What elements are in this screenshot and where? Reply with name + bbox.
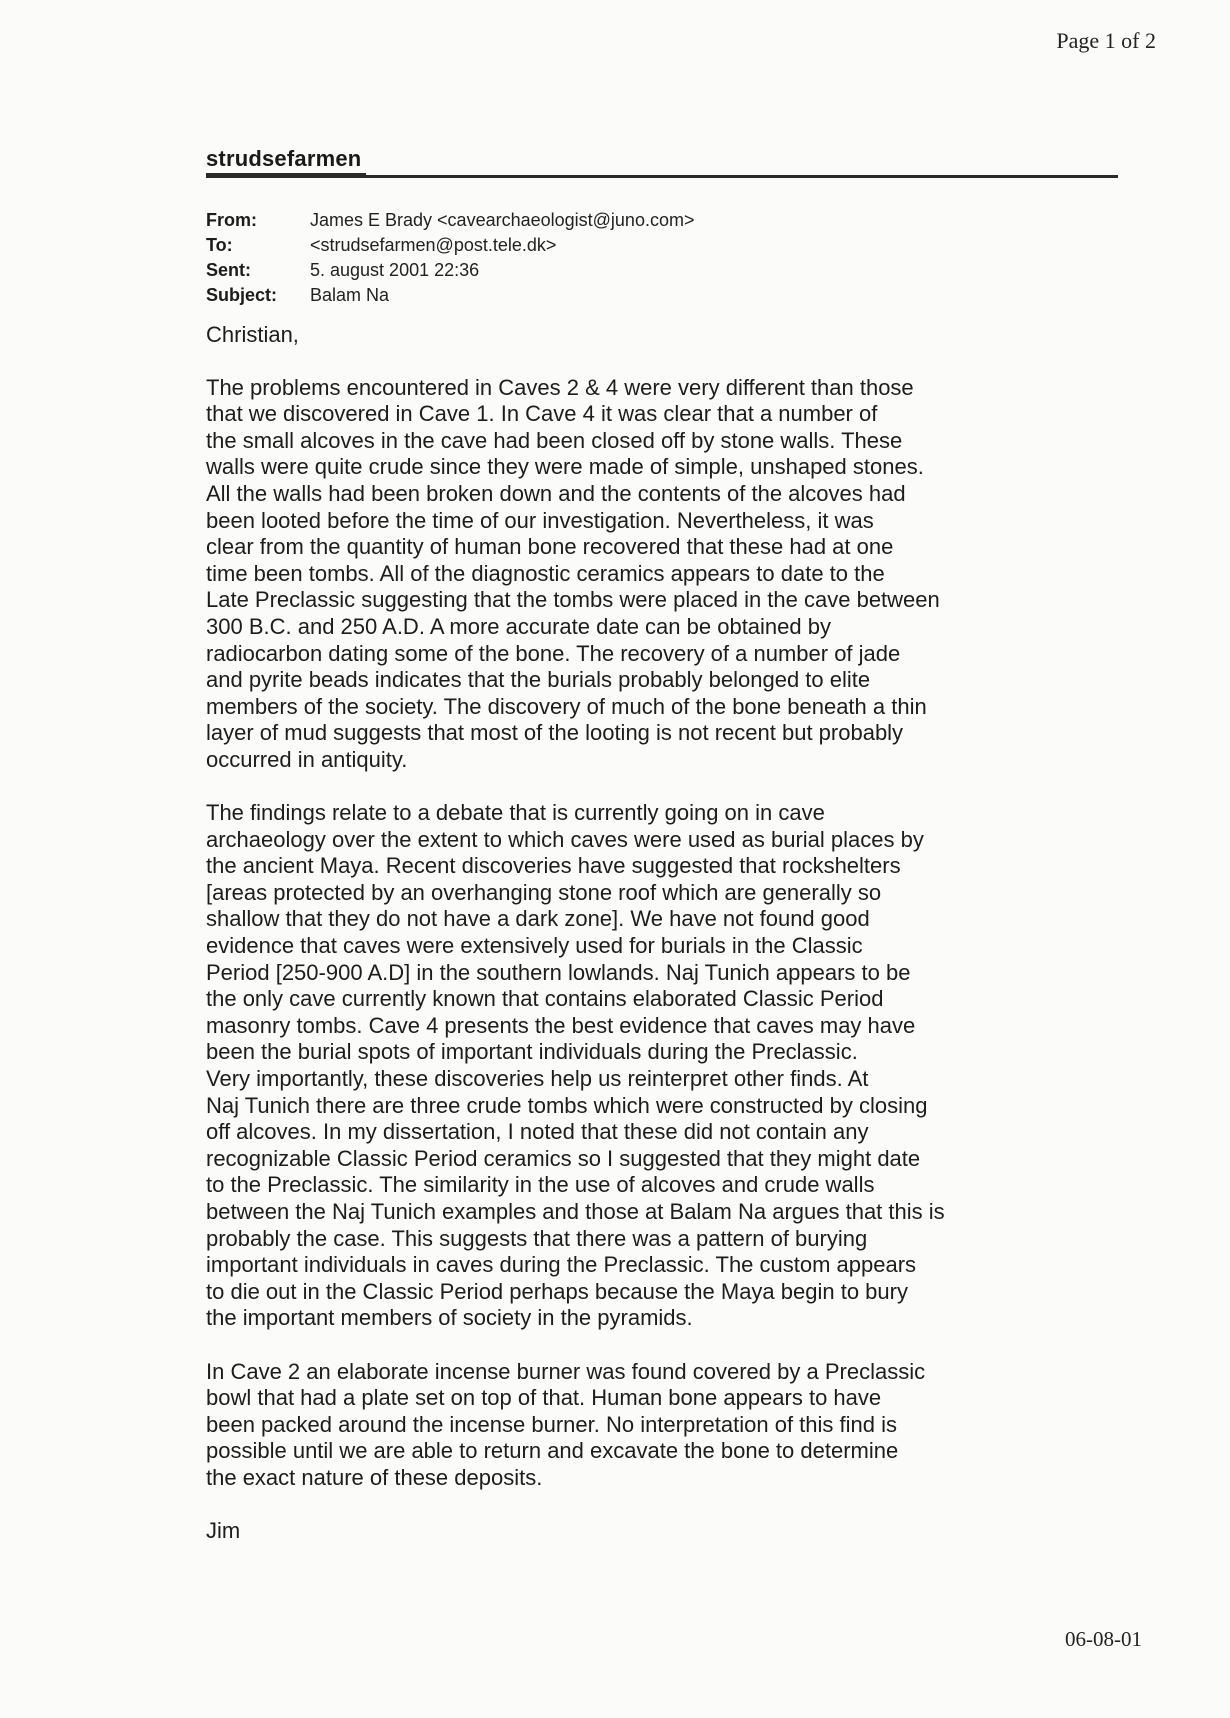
paragraph-line: members of the society. The discovery of much of the bone beneath a thin [206,693,927,719]
paragraph-line: the ancient Maya. Recent discoveries have suggested that rockshelters [206,853,901,879]
paragraph-line: the only cave currently known that contains elaborated Classic Period [206,986,884,1012]
body-paragraphs [206,375,1166,1492]
paragraph-line: important individuals in caves during the Preclassic. The custom appears [206,1252,917,1278]
paragraph-line: walls were quite crude since they were made of simple, unshaped stones. [206,454,924,480]
paragraph-line: been packed around the incense burner. No interpretation of this find is [206,1411,898,1437]
paragraph-line: shallow that they do not have a dark zone]. We have not found good [206,906,870,932]
paragraph-line: All the walls had been broken down and the contents of the alcoves had [206,480,906,506]
document-code: 06-08-01 [1065,1627,1142,1651]
email-header [206,146,1118,178]
paragraph-line: The problems encountered in Caves 2 & 4 were very different than those [206,374,914,400]
header-divider [206,175,1118,178]
paragraph-line: time been tombs. All of the diagnostic ceramics appears to date to the [206,560,885,586]
paragraph-line: archaeology over the extent to which caves were used as burial places by [206,826,924,852]
from-label: From: [206,210,257,230]
paragraph-line: that we discovered in Cave 1. In Cave 4 it was clear that a number of [206,401,878,427]
to-row [206,233,694,258]
greeting: Christian, [206,322,299,347]
paragraph-line: radiocarbon dating some of the bone. The recovery of a number of jade [206,640,901,666]
paragraph-line: Late Preclassic suggesting that the tombs were placed in the cave between [206,587,940,613]
paragraph-line: Period [250-900 A.D] in the southern lowlands. Naj Tunich appears to be [206,959,911,985]
paragraph-line: bowl that had a plate set on top of that. Human bone appears to have [206,1385,882,1411]
subject-value: Balam Na [310,285,390,305]
paragraph-line: to die out in the Classic Period perhaps because the Maya begin to bury [206,1278,908,1304]
paragraph [206,800,1166,1332]
paragraph-line: probably the case. This suggests that there was a pattern of burying [206,1225,868,1251]
paragraph-line: Very importantly, these discoveries help us reinterpret other finds. At [206,1066,869,1092]
sent-row [206,258,694,283]
page-number: Page 1 of 2 [1056,28,1156,53]
subject-row [206,283,694,308]
paragraph-line: off alcoves. In my dissertation, I noted that these did not contain any [206,1119,869,1145]
paragraph-line: between the Naj Tunich examples and those at Balam Na argues that this is [206,1199,945,1224]
to-label: To: [206,235,233,255]
paragraph-line: evidence that caves were extensively used for burials in the Classic [206,933,863,959]
paragraph-line: recognizable Classic Period ceramics so I suggested that they might date [206,1145,921,1171]
signoff: Jim [206,1518,241,1544]
paragraph-line: and pyrite beads indicates that the burials probably belonged to elite [206,667,871,693]
paragraph-line: The findings relate to a debate that is currently going on in cave [206,800,825,826]
paragraph-line: In Cave 2 an elaborate incense burner was found covered by a Preclassic [206,1358,926,1384]
from-row [206,208,694,233]
paragraph-line: 300 B.C. and 250 A.D. A more accurate date can be obtained by [206,613,831,639]
paragraph-line: Naj Tunich there are three crude tombs which were constructed by closing [206,1092,928,1118]
account-name: strudsefarmen [206,146,362,171]
paragraph-line: occurred in antiquity. [206,746,408,772]
paragraph-line: layer of mud suggests that most of the looting is not recent but probably [206,720,904,746]
email-metadata [206,208,694,308]
email-body [206,322,1166,1545]
to-value: <strudsefarmen@post.tele.dk> [310,235,557,255]
from-value: James E Brady <cavearchaeologist@juno.com> [310,210,695,230]
paragraph-line: possible until we are able to return and excavate the bone to determine [206,1438,899,1464]
paragraph-line: the small alcoves in the cave had been closed off by stone walls. These [206,427,903,453]
paragraph-line: the exact nature of these deposits. [206,1464,543,1490]
paragraph-line: [areas protected by an overhanging stone roof which are generally so [206,879,882,905]
paragraph [206,1359,1166,1492]
sent-value: 5. august 2001 22:36 [310,260,480,280]
paragraph-line: been the burial spots of important individuals during the Preclassic. [206,1039,858,1065]
paragraph-line: masonry tombs. Cave 4 presents the best evidence that caves may have [206,1012,916,1038]
sent-label: Sent: [206,260,251,280]
paragraph-line: to the Preclassic. The similarity in the use of alcoves and crude walls [206,1172,875,1198]
header-divider-accent [206,173,366,178]
paragraph [206,375,1166,774]
paragraph-line: the important members of society in the pyramids. [206,1305,693,1331]
paragraph-line: clear from the quantity of human bone recovered that these had at one [206,534,894,560]
subject-label: Subject: [206,285,278,305]
paragraph-line: been looted before the time of our investigation. Nevertheless, it was [206,507,874,533]
